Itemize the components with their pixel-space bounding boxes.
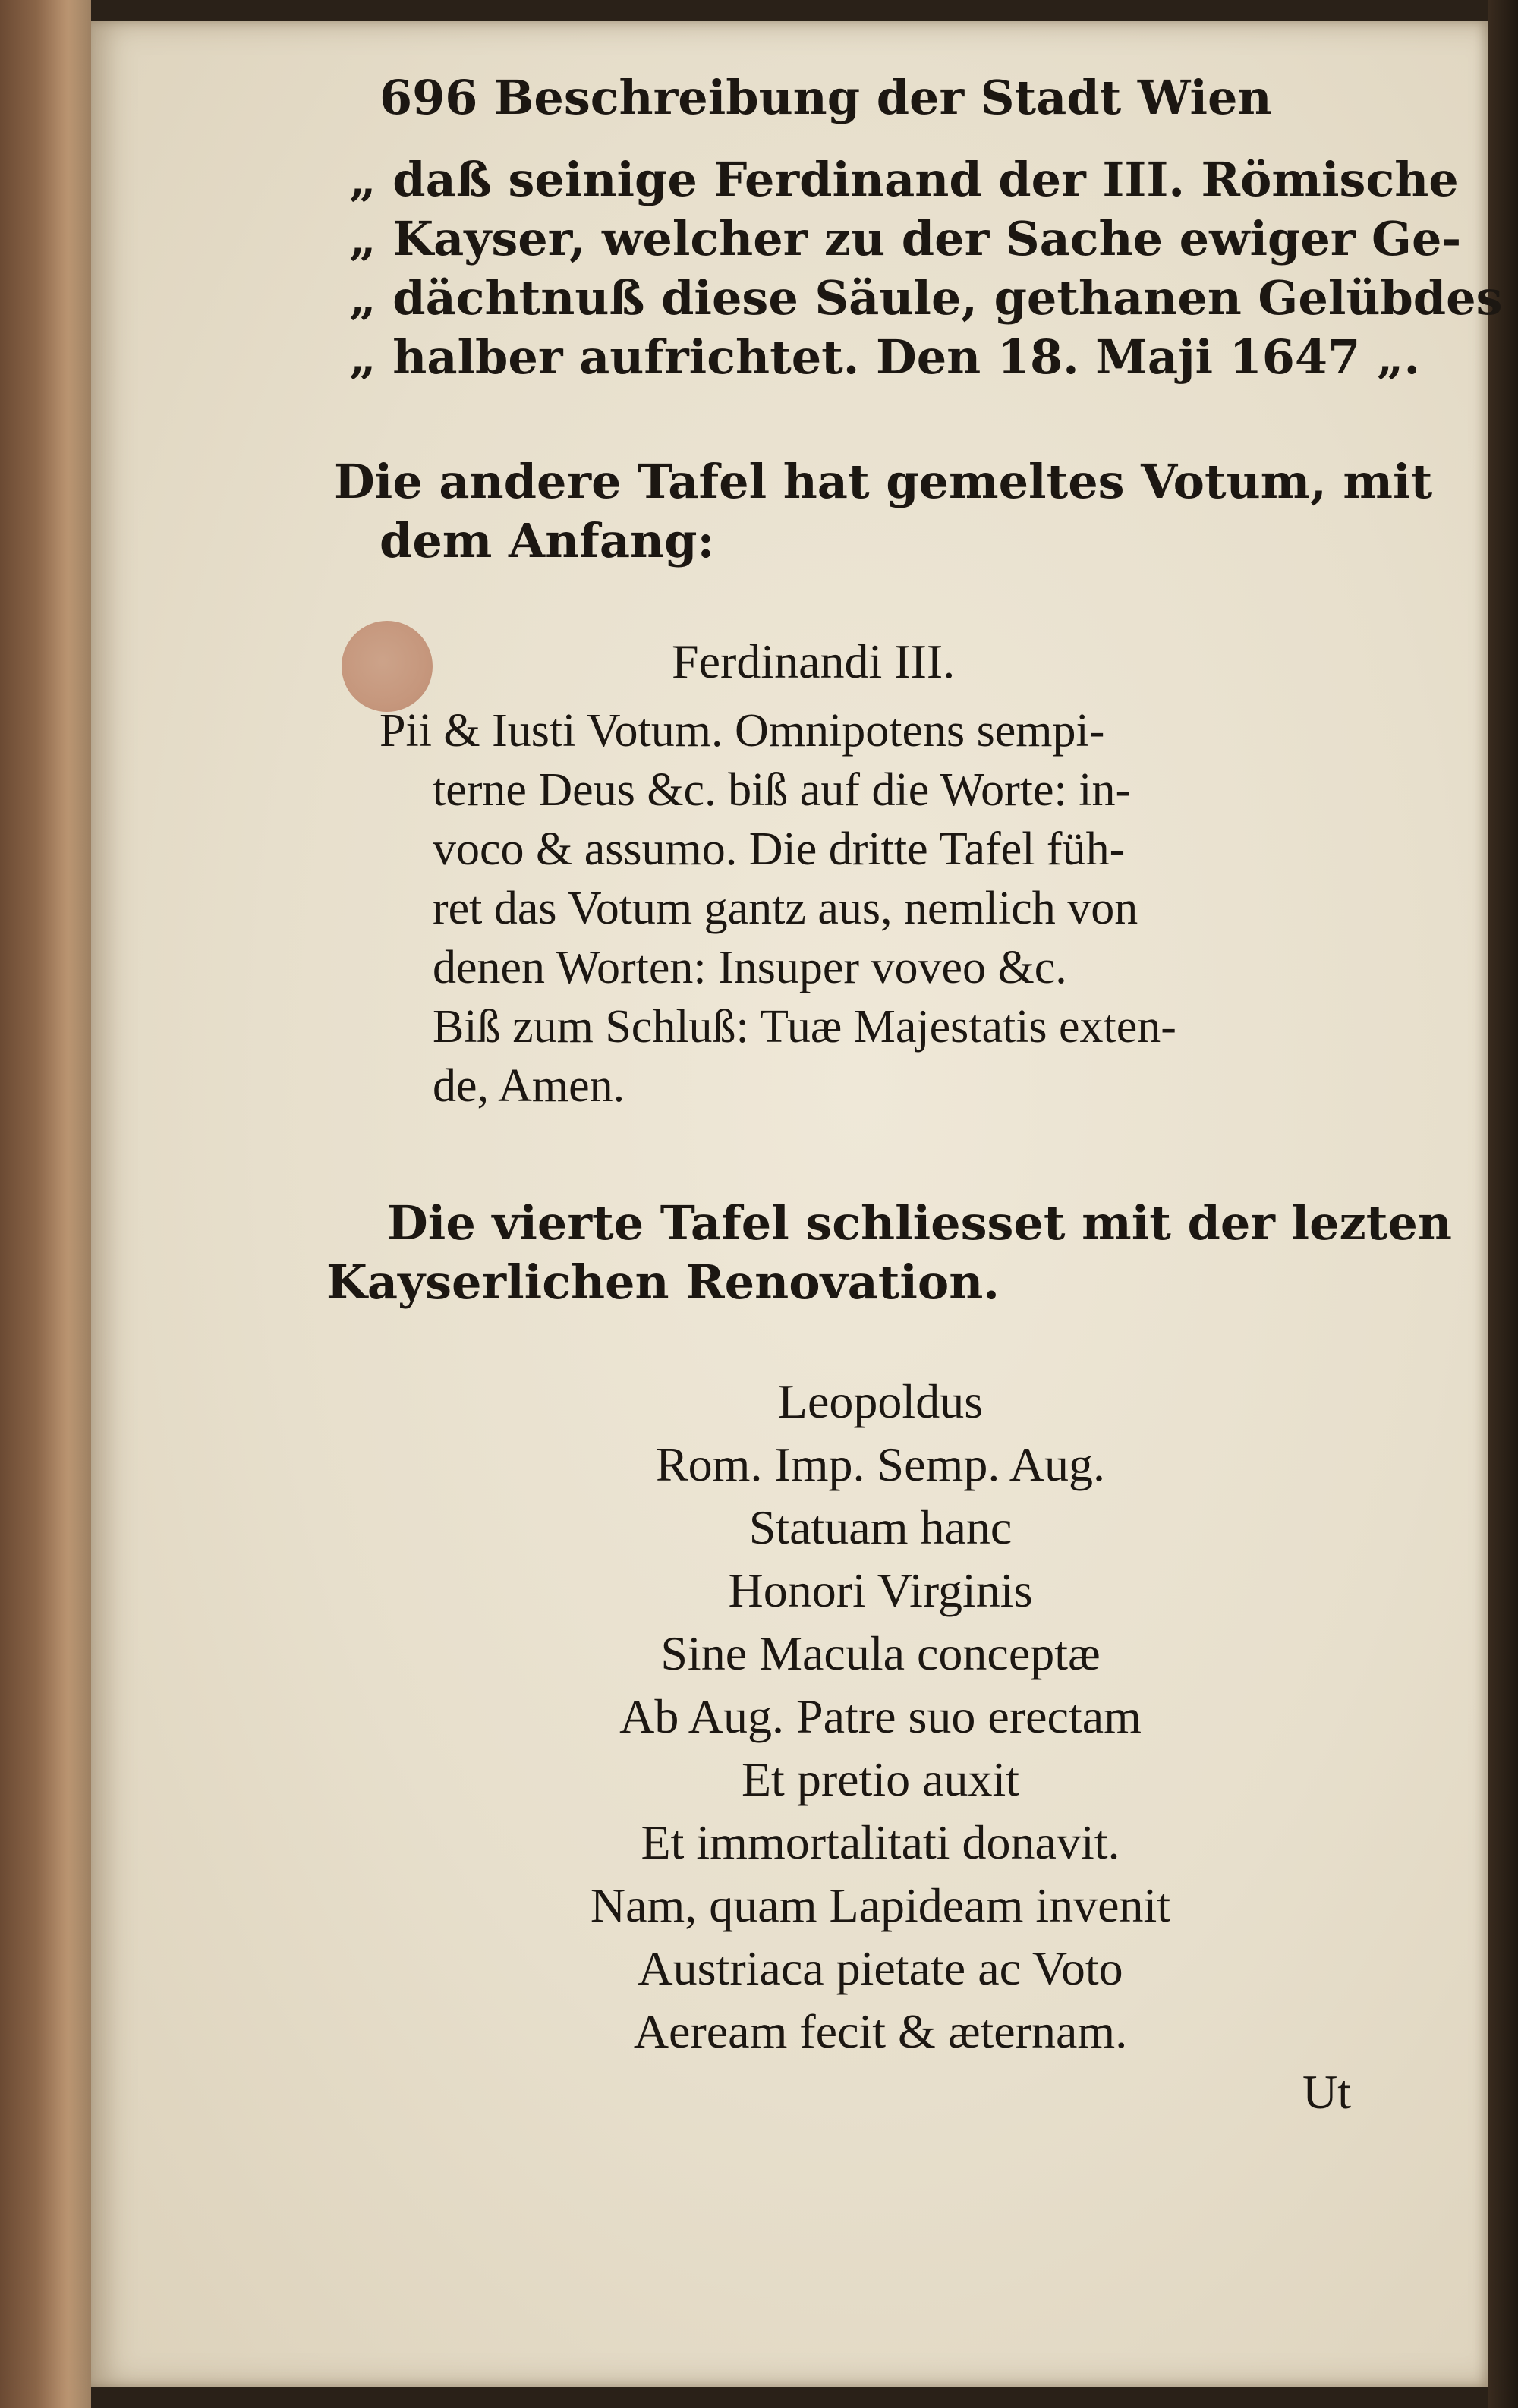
running-header: 696 Beschreibung der Stadt Wien bbox=[380, 70, 1272, 125]
quote-line: „ dächtnuß diese Säule, gethanen Gelübdes bbox=[349, 270, 1503, 326]
body-line: denen Worten: Insuper voveo &c. bbox=[433, 942, 1067, 993]
inscription-line: Ab Aug. Patre suo erectam bbox=[619, 1689, 1142, 1743]
inscription-line: Nam, quam Lapideam invenit bbox=[590, 1878, 1171, 1932]
quote-line: „ Kayser, welcher zu der Sache ewiger Ge- bbox=[349, 211, 1462, 266]
inscription-line: Et immortalitati donavit. bbox=[641, 1815, 1120, 1869]
paragraph-line: Die andere Tafel hat gemeltes Votum, mit bbox=[334, 454, 1433, 509]
inscription-line: Rom. Imp. Semp. Aug. bbox=[655, 1437, 1106, 1491]
body-line: voco & assumo. Die dritte Tafel füh- bbox=[433, 823, 1126, 875]
body-line: Pii & Iusti Votum. Omnipotens sempi- bbox=[380, 705, 1105, 757]
inscription-line: Austriaca pietate ac Voto bbox=[638, 1941, 1123, 1995]
inscription-line: Et pretio auxit bbox=[741, 1752, 1020, 1806]
quote-line: „ halber aufrichtet. Den 18. Maji 1647 „. bbox=[349, 329, 1421, 385]
inscription-line: Sine Macula conceptæ bbox=[660, 1626, 1101, 1680]
paragraph-line: dem Anfang: bbox=[380, 513, 715, 568]
quote-line: „ daß seinige Ferdinand der III. Römische bbox=[349, 152, 1459, 207]
paragraph-line: Die vierte Tafel schliesset mit der lezten bbox=[387, 1195, 1452, 1251]
inscription-heading: Ferdinandi III. bbox=[672, 634, 956, 688]
body-line: terne Deus &c. biß auf die Worte: in- bbox=[433, 764, 1132, 816]
body-line: Biß zum Schluß: Tuæ Majestatis exten- bbox=[433, 1001, 1176, 1053]
book-binding bbox=[0, 0, 91, 2408]
paragraph-line: Kayserlichen Renovation. bbox=[326, 1254, 1000, 1310]
inscription-line: Aeream fecit & æternam. bbox=[633, 2004, 1128, 2058]
body-line: de, Amen. bbox=[433, 1060, 625, 1112]
inscription-line: Leopoldus bbox=[777, 1374, 984, 1428]
inscription-line: Honori Virginis bbox=[728, 1563, 1033, 1617]
inscription-line: Statuam hanc bbox=[748, 1500, 1013, 1554]
catchword: Ut bbox=[1302, 2065, 1351, 2119]
paper-stain bbox=[342, 621, 433, 712]
body-line: ret das Votum gantz aus, nemlich von bbox=[433, 883, 1138, 934]
